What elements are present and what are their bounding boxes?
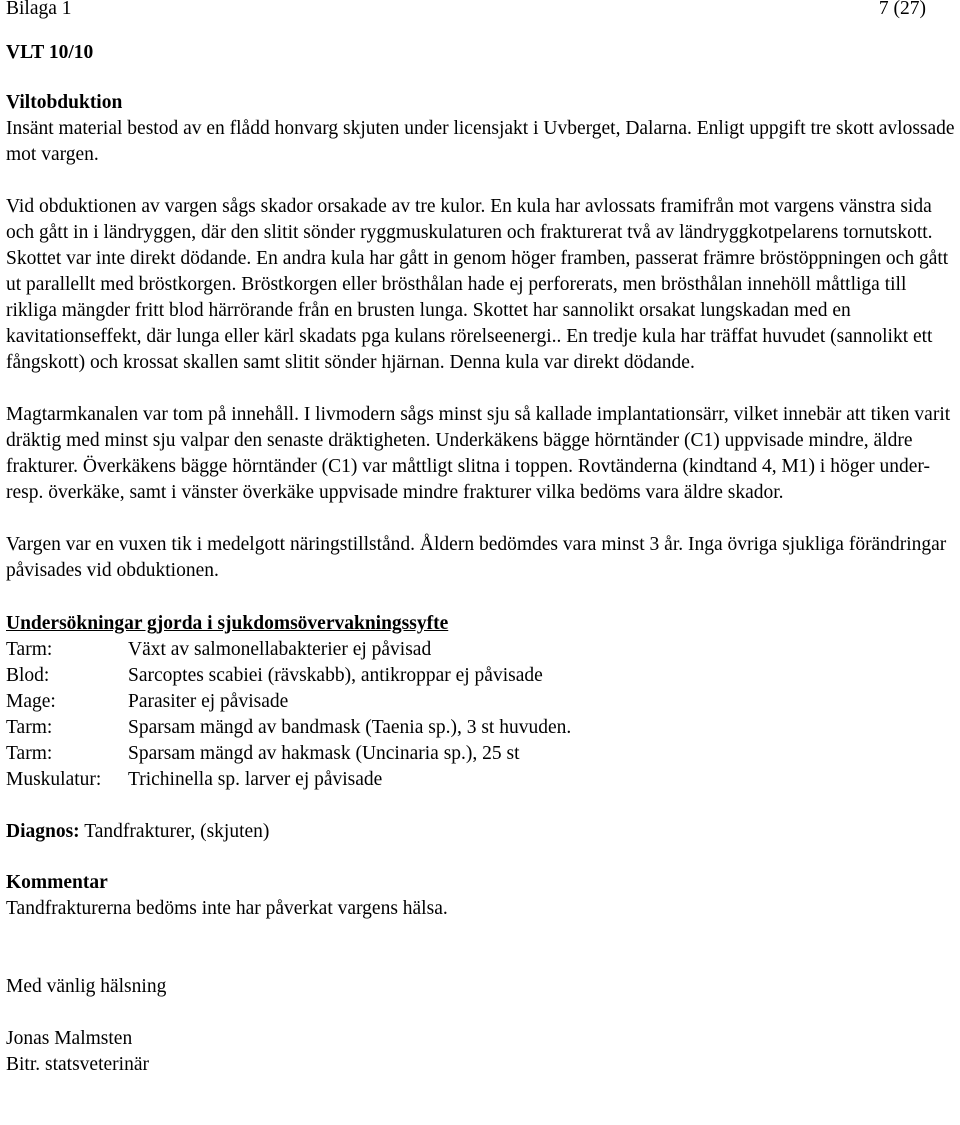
- document-page: [6, 0, 956, 1078]
- test-result: Sparsam mängd av hakmask (Uncinaria sp.), 25 st: [128, 743, 520, 764]
- test-result: Trichinella sp. larver ej påvisade: [128, 769, 383, 790]
- test-result: Växt av salmonellabakterier ej påvisad: [128, 639, 432, 660]
- page-number: 7 (27): [878, 0, 926, 19]
- test-label: Tarm:: [6, 717, 53, 738]
- attachment-label: Bilaga 1: [6, 0, 72, 19]
- findings-paragraph-3: Vargen var en vuxen tik i medelgott näringstillstånd. Åldern bedömdes vara minst 3 år. Inga övriga sjukliga förändringar påvisades vid obduktionen.: [6, 534, 947, 581]
- signatory-name: Jonas Malmsten: [6, 1028, 133, 1049]
- surveillance-table: [6, 637, 956, 793]
- test-label: Tarm:: [6, 743, 53, 764]
- section-title-viltobduktion: Viltobduktion: [6, 92, 123, 113]
- test-label: Tarm:: [6, 639, 53, 660]
- closing-greeting: Med vänlig hälsning: [6, 976, 167, 997]
- surveillance-title: Undersökningar gjorda i sjukdomsövervakningssyfte: [6, 613, 449, 634]
- page-header: [6, 0, 956, 22]
- diagnosis-label: Diagnos:: [6, 821, 80, 842]
- comment-text: Tandfrakturerna bedöms inte har påverkat vargens hälsa.: [6, 898, 448, 919]
- test-result: Sparsam mängd av bandmask (Taenia sp.), 3 st huvuden.: [128, 717, 572, 738]
- signatory-role: Bitr. statsveterinär: [6, 1054, 149, 1075]
- test-result: Parasiter ej påvisade: [128, 691, 289, 712]
- intro-paragraph: Insänt material bestod av en flådd honvarg skjuten under licensjakt i Uvberget, Dalarna. Enligt uppgift tre skott avlossade mot vargen.: [6, 118, 955, 165]
- comment-title: Kommentar: [6, 872, 108, 893]
- diagnosis-value: Tandfrakturer, (skjuten): [84, 821, 270, 842]
- test-label: Muskulatur:: [6, 769, 102, 790]
- test-result: Sarcoptes scabiei (rävskabb), antikroppar ej påvisade: [128, 665, 543, 686]
- findings-paragraph-1: Vid obduktionen av vargen sågs skador orsakade av tre kulor. En kula har avlossats framifrån mot vargens vänstra sida och gått in i ländryggen, där den slitit sönder ryggmuskulaturen och frakturerat två av ländryggkotpelarens tornutskott. Skottet var inte direkt dödande. En andra kula har gått in genom höger framben, passerat främre bröstöppningen och gått ut parallellt med bröstkorgen. Bröstkorgen eller brösthålan hade ej perforerats, men brösthålan innehöll måttliga till rikliga mängder fritt blod härrörande från en brusten lunga. Skottet har sannolikt orsakat lungskadan med en kavitationseffekt, där lunga eller kärl skadats pga kulans rörelseenergi.. En tredje kula har träffat huvudet (sannolikt ett fångskott) och krossat skallen samt slitit sönder hjärnan. Denna kula var direkt dödande.: [6, 196, 949, 373]
- diagnosis: [6, 819, 956, 845]
- findings-paragraph-2: Magtarmkanalen var tom på innehåll. I livmodern sågs minst sju så kallade implantationsärr, vilket innebär att tiken varit dräktig med minst sju valpar den senaste dräktigheten. Underkäkens bägge hörntänder (C1) uppvisade mindre, äldre frakturer. Överkäkens bägge hörntänder (C1) var måttligt slitna i toppen. Rovtänderna (kindtand 4, M1) i höger under- resp. överkäke, samt i vänster överkäke uppvisade mindre frakturer vilka bedöms vara äldre skador.: [6, 404, 951, 503]
- document-id: VLT 10/10: [6, 42, 94, 63]
- test-label: Blod:: [6, 665, 50, 686]
- test-label: Mage:: [6, 691, 56, 712]
